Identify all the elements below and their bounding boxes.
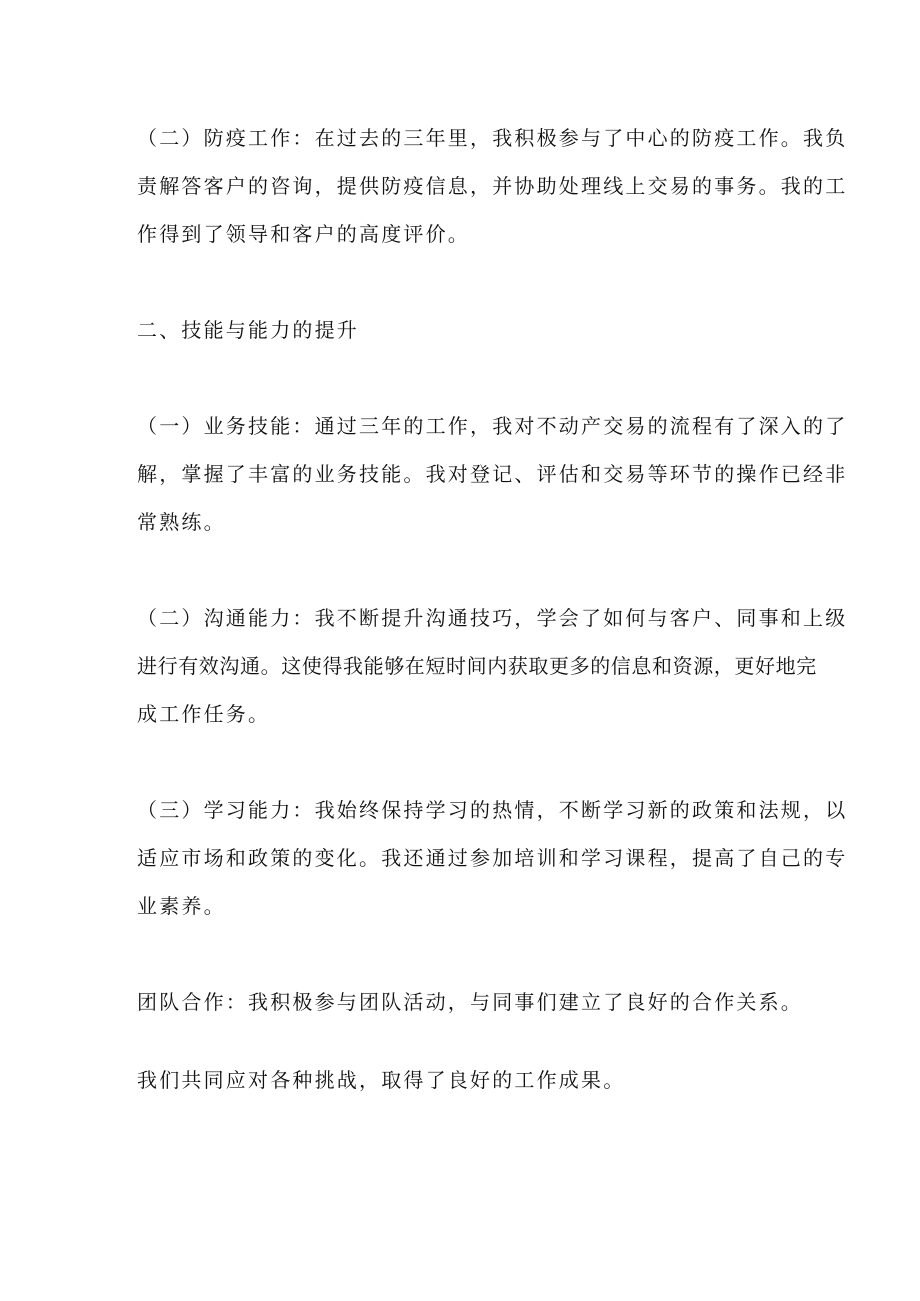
- paragraph-business-line-3: 常熟练。: [137, 510, 226, 534]
- paragraph-epidemic-line-1: （二）防疫工作：在过去的三年里，我积极参与了中心的防疫工作。我负: [137, 126, 848, 150]
- paragraph-epidemic-line-3: 作得到了领导和客户的高度评价。: [137, 222, 470, 246]
- paragraph-learning-line-2: 适应市场和政策的变化。我还通过参加培训和学习课程，提高了自己的专: [137, 846, 848, 870]
- paragraph-communication-line-1: （二）沟通能力：我不断提升沟通技巧，学会了如何与客户、同事和上级: [137, 606, 848, 630]
- paragraph-learning-line-1: （三）学习能力：我始终保持学习的热情，不断学习新的政策和法规，以: [137, 798, 848, 822]
- paragraph-business-line-2: 解，掌握了丰富的业务技能。我对登记、评估和交易等环节的操作已经非: [137, 462, 848, 486]
- paragraph-epidemic-line-2: 责解答客户的咨询，提供防疫信息，并协助处理线上交易的事务。我的工: [137, 174, 848, 198]
- paragraph-teamwork-line-2: 我们共同应对各种挑战，取得了良好的工作成果。: [137, 1068, 626, 1092]
- paragraph-teamwork-line-1: 团队合作：我积极参与团队活动，与同事们建立了良好的合作关系。: [137, 990, 803, 1014]
- paragraph-learning-line-3: 业素养。: [137, 894, 226, 918]
- paragraph-communication-line-2: 进行有效沟通。这使得我能够在短时间内获取更多的信息和资源，更好地完: [137, 654, 817, 678]
- paragraph-business-line-1: （一）业务技能：通过三年的工作，我对不动产交易的流程有了深入的了: [137, 414, 848, 438]
- paragraph-communication-line-3: 成工作任务。: [137, 702, 271, 726]
- section-heading-skills: 二、技能与能力的提升: [137, 318, 359, 342]
